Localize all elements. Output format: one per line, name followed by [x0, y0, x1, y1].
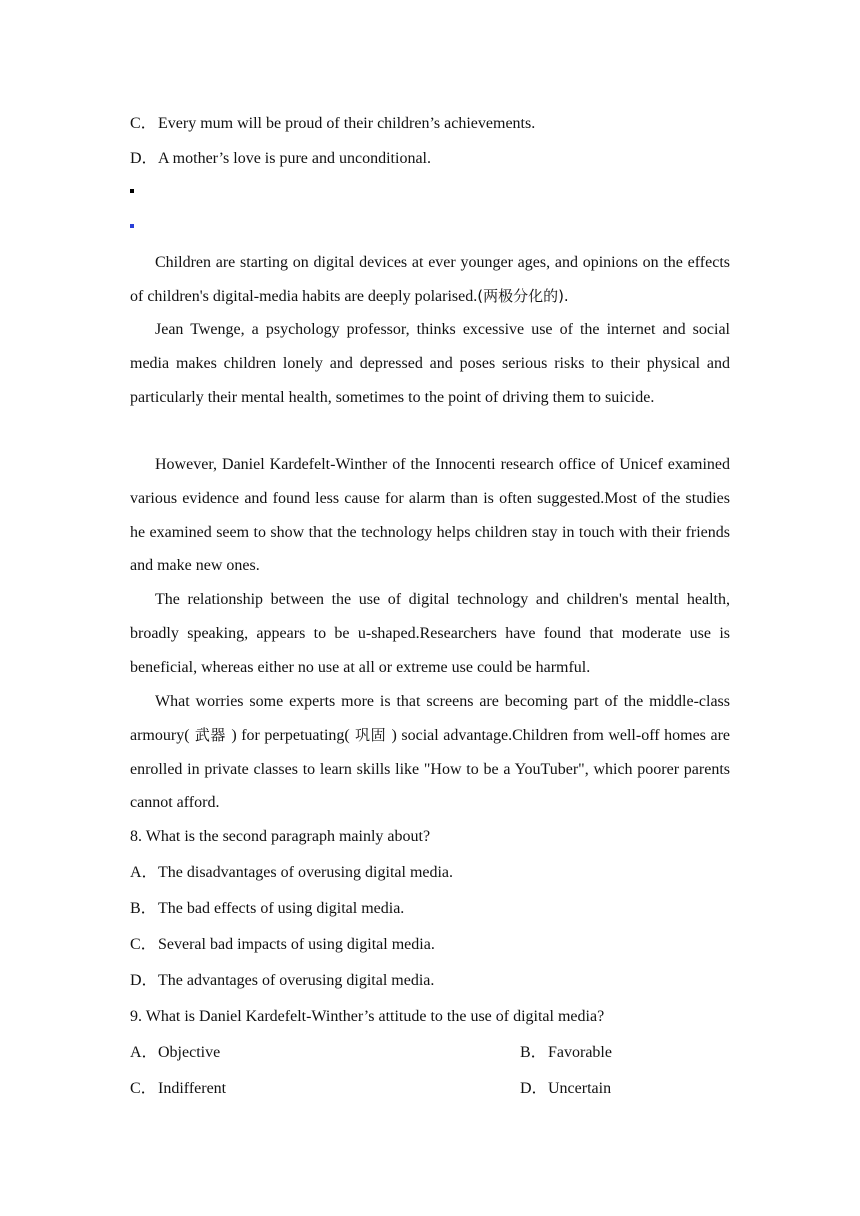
prev-option-d: D．A mother’s love is pure and unconditional. — [130, 150, 431, 167]
passage-paragraph-1: Children are starting on digital devices at ever younger ages, and opinions on the effects of children's digital-media habits are deeply polarised.(两极分化的). — [130, 254, 730, 305]
q9-option-c: C．Indifferent — [130, 1080, 227, 1097]
q9-option-a: A．Objective — [130, 1044, 221, 1061]
prev-option-c: C．Every mum will be proud of their children’s achievements. — [130, 115, 536, 132]
passage-paragraph-5: What worries some experts more is that screens are becoming part of the middle-class armoury( 武器 ) for perpetuating( 巩固 ) social advantage.Children from well-off homes are enrolled in private classes to learn skills like "How to be a YouTuber", which poorer parents cannot afford. — [130, 693, 730, 812]
bullet-marker-blue — [130, 224, 134, 228]
q9-option-d: D．Uncertain — [520, 1080, 612, 1097]
q9-option-b: B．Favorable — [520, 1044, 612, 1061]
passage-paragraph-2: Jean Twenge, a psychology professor, thinks excessive use of the internet and social media makes children lonely and depressed and poses serious risks to their physical and particularly their mental health, sometimes to the point of driving them to suicide. — [130, 321, 730, 406]
question-9-stem: 9. What is Daniel Kardefelt-Winther’s attitude to the use of digital media? — [130, 1008, 605, 1025]
q8-option-b: B．The bad effects of using digital media. — [130, 900, 405, 917]
q8-option-a: A．The disadvantages of overusing digital media. — [130, 864, 454, 881]
passage-paragraph-3: However, Daniel Kardefelt-Winther of the Innocenti research office of Unicef examined various evidence and found less cause for alarm than is often suggested.Most of the studies he examined seem to show that the technology helps children stay in touch with their friends and make new ones. — [130, 456, 730, 575]
q8-option-d: D．The advantages of overusing digital media. — [130, 972, 435, 989]
q8-option-c: C．Several bad impacts of using digital media. — [130, 936, 435, 953]
question-8-stem: 8. What is the second paragraph mainly about? — [130, 828, 431, 845]
passage-paragraph-4: The relationship between the use of digital technology and children's mental health, broadly speaking, appears to be u-shaped.Researchers have found that moderate use is beneficial, whereas either no use at all or extreme use could be harmful. — [130, 591, 730, 676]
bullet-marker-black — [130, 189, 134, 193]
